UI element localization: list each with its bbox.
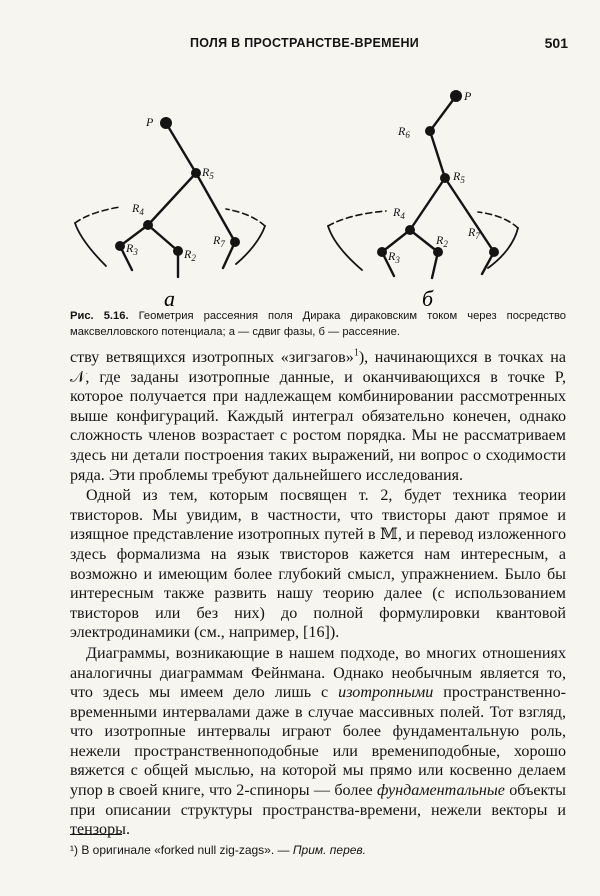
svg-text:P	[463, 89, 472, 103]
point-r5-b	[440, 173, 450, 183]
label-r5-sub-a: 5	[209, 171, 214, 181]
running-title: ПОЛЯ В ПРОСТРАНСТВЕ-ВРЕМЕНИ	[190, 36, 420, 50]
label-r2-sub-b: 2	[443, 239, 448, 249]
subfigure-label-b: б	[422, 286, 434, 311]
cone-back-right-a	[226, 209, 265, 226]
paragraph-3-part-a: Диаграммы, возникающие в нашем подходе, во многих отношениях аналогичны диаграммам Фейнмана. Однако необычным является то, что здесь мы имеем дело лишь с	[70, 644, 566, 702]
cone-back-left-a	[75, 207, 120, 223]
svg-text:R5	[452, 169, 465, 185]
svg-text:R5	[201, 165, 214, 181]
scattering-diagrams	[60, 78, 560, 318]
label-r2-sub-a: 2	[191, 253, 196, 263]
label-r7-b: R	[468, 225, 476, 239]
diagram-b-labels	[387, 89, 480, 265]
footnote-divider	[70, 834, 122, 835]
paragraph-3	[70, 644, 566, 840]
label-r4-sub-b: 4	[400, 211, 405, 221]
label-r5-a: R	[202, 165, 210, 179]
point-r5-a	[191, 168, 201, 178]
label-r3-sub-b: 3	[395, 255, 400, 265]
emphasis-fundamental: фундаментальные	[377, 782, 505, 800]
label-r2-b: R	[436, 233, 444, 247]
page-number: 501	[544, 35, 568, 51]
label-r3-a: R	[126, 241, 134, 255]
point-r2-b	[433, 247, 443, 257]
svg-text:R6	[397, 124, 410, 140]
label-r3-b: R	[388, 249, 396, 263]
paragraph-1-part-a: ству ветвящихся изотропных «зигзагов»	[70, 349, 354, 366]
label-r4-a: R	[132, 201, 140, 215]
point-p-a	[160, 117, 172, 129]
emphasis-isotropic: изотропными	[338, 684, 434, 702]
label-r3-sub-a: 3	[133, 247, 138, 257]
figure-5-16	[60, 78, 560, 318]
cone-right-a	[236, 226, 265, 264]
cone-left-b	[328, 226, 362, 270]
subfigure-label-a: a	[164, 286, 175, 311]
point-r6-b	[425, 126, 435, 136]
line-r4-r3-a	[120, 225, 148, 246]
point-r4-b	[405, 225, 415, 235]
label-r5-sub-b: 5	[460, 175, 465, 185]
label-r6-b: R	[398, 124, 406, 138]
point-p-b	[450, 90, 462, 102]
label-r4-b: R	[393, 205, 401, 219]
running-header	[70, 36, 570, 56]
label-r5-b: R	[453, 169, 461, 183]
point-r3-b	[377, 247, 387, 257]
figure-caption	[70, 308, 566, 340]
line-r5-r7-a	[196, 173, 235, 242]
paragraph-3-part-b: пространственно-временными интервалами даже в случае массивных полей. Тот взгляд, что изотропные интервалы играют более фундаментальную роль, нежели пространственноподобные или времениподобные, хорошо вяжется с общей мыслью, на которой мы прямо или косвенно делаем упор в своей книге, что 2-спиноры — более	[70, 684, 566, 800]
line-r4-r3-b	[382, 230, 410, 252]
svg-text:R2	[435, 233, 448, 249]
line-r5-r4-a	[148, 173, 196, 225]
paragraph-3-part-c: объекты при описании структуры пространства-времени, нежели векторы и тензоры.	[70, 782, 566, 839]
line-r5-r7-b	[445, 178, 494, 252]
cone-back-right-b	[478, 212, 518, 228]
label-r7-sub-a: 7	[220, 239, 225, 249]
line-p-r5-a	[166, 123, 196, 173]
paragraph-1	[70, 348, 566, 485]
point-r3-a	[115, 241, 125, 251]
svg-text:R3	[387, 249, 400, 265]
body-text	[70, 348, 566, 840]
diagram-a	[75, 123, 265, 277]
cone-back-left-b	[328, 211, 386, 226]
svg-text:P	[145, 115, 154, 129]
paragraph-2: Одной из тем, которым посвящен т. 2, будет техника теории твисторов. Мы увидим, в частности, что твисторы дают прямое и изящное представление изотропных путей в 𝕄, и перевод изложенного здесь формализма на язык твисторов кажется нам интересным, а возможно и имеющим более глубокий смысл, упражнением. Было бы интересным также развить нашу теорию далее (с использованием твисторов или без них) до полной формулировки квантовой электродинамики (см., например, [16]).	[70, 487, 566, 642]
caption-text: Геометрия рассеяния поля Дирака дираковским током через посредство максвелловского потенциала; а — сдвиг фазы, б — рассеяние.	[70, 310, 567, 338]
footnote-translator-note: Прим. перев.	[292, 843, 367, 857]
line-r4-r2-b	[410, 230, 438, 252]
caption-number: Рис. 5.16.	[70, 310, 129, 322]
footnote	[70, 843, 566, 857]
label-r2-a: R	[184, 247, 192, 261]
label-p-b: P	[464, 89, 472, 103]
svg-text:R4	[131, 201, 144, 217]
svg-text:R3	[125, 241, 138, 257]
line-p-r6-b	[430, 96, 456, 131]
label-r7-sub-b: 7	[475, 231, 480, 241]
point-r7-b	[489, 247, 499, 257]
label-r6-sub-b: 6	[405, 130, 410, 140]
point-r4-a	[143, 220, 153, 230]
point-r2-a	[173, 246, 183, 256]
footnote-ref: 1	[353, 347, 359, 359]
line-r5-r4-b	[410, 178, 445, 230]
svg-text:R7	[212, 233, 225, 249]
point-r7-a	[230, 237, 240, 247]
label-r4-sub-a: 4	[139, 207, 144, 217]
cone-left-a	[75, 223, 106, 266]
label-p-a: P	[146, 115, 154, 129]
footnote-text: В оригинале «forked null zig-zags». —	[78, 843, 293, 857]
label-r7-a: R	[213, 233, 221, 247]
paragraph-1-part-b: ), начинающихся в точках на 𝒩, где заданы изотропные данные, и оканчивающихся в точке P, которое получается при надлежащем комбинировании рассмотренных выше конфигураций. Каждый интеграл обязательно конечен, однако сложность членов возрастает с ростом порядка. Мы не рассматриваем здесь ни детали построения таких выражений, ни вопрос о сходимости ряда. Эти проблемы требуют дальнейшего исследования.	[70, 349, 566, 484]
line-r4-r2-a	[148, 225, 178, 251]
footnote-mark: ¹)	[70, 843, 78, 857]
svg-text:R2	[183, 247, 196, 263]
line-r6-r5-b	[430, 131, 445, 178]
svg-text:R4	[392, 205, 405, 221]
